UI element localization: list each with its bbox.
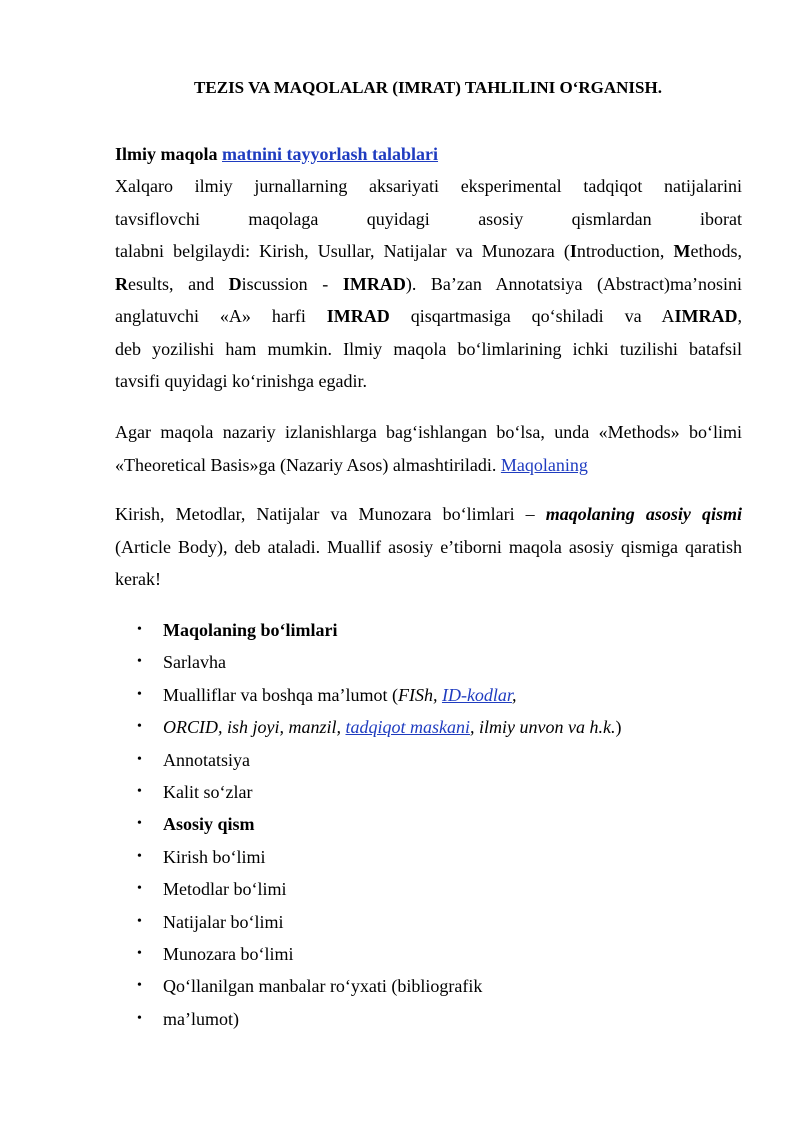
bullet-icon: •: [137, 751, 142, 767]
bullet-icon: •: [137, 1010, 142, 1026]
list-item: • Sarlavha: [115, 646, 742, 678]
bullet-icon: •: [137, 719, 142, 735]
heading-text: Ilmiy maqola: [115, 144, 223, 164]
id-codes-link[interactable]: ID-kodlar: [441, 684, 512, 705]
list-item: • Munozara bo‘limi: [115, 938, 742, 970]
requirements-link[interactable]: matnini tayyorlash talablari: [222, 144, 439, 164]
p3-line2: (Article Body), deb ataladi. Muallif asosiy e’tiborni maqola asosiy qismiga qaratish: [115, 536, 742, 557]
bullet-icon: •: [137, 654, 142, 670]
list-item: • Natijalar bo‘limi: [115, 906, 742, 938]
list-item: • Metodlar bo‘limi: [115, 873, 742, 905]
list-item: • Mualliflar va boshqa ma’lumot (FISh, ID-kodlar,: [115, 679, 742, 711]
list-item: • Qo‘llanilgan manbalar ro‘yxati (bibliografik: [115, 970, 742, 1002]
bullet-icon: •: [137, 848, 142, 864]
bullet-icon: •: [137, 783, 142, 799]
list-item: • Annotatsiya: [115, 744, 742, 776]
bullet-icon: •: [137, 913, 142, 929]
p1-line7: tavsifi quyidagi ko‘rinishga egadir.: [115, 371, 367, 391]
sections-list: [115, 614, 742, 1035]
p3-line3: kerak!: [115, 569, 161, 589]
p1-line4: Results, and Discussion - IMRAD). Ba’zan Annotatsiya (Abstract)ma’nosini: [115, 273, 742, 294]
p1-line3: talabni belgilaydi: Kirish, Usullar, Natijalar va Munozara (Introduction, Methods,: [115, 241, 742, 261]
document-title: TEZIS VA MAQOLALAR (IMRAT) TAHLILINI O‘RGANISH.: [194, 78, 662, 97]
paragraph-imrad: [115, 170, 742, 398]
p1-line2: tavsiflovchi maqolaga quyidagi asosiy qismlardan iborat: [115, 208, 742, 229]
bullet-icon: •: [137, 622, 142, 637]
p1-line5: anglatuvchi «A» harfi IMRAD qisqartmasiga qo‘shiladi va AIMRAD,: [115, 306, 743, 326]
bullet-icon: •: [137, 881, 142, 897]
p2-line1: Agar maqola nazariy izlanishlarga bag‘ishlangan bo‘lsa, unda «Methods» bo‘limi: [115, 422, 742, 442]
list-item: • Maqolaning bo‘limlari: [115, 614, 742, 646]
bullet-icon: •: [137, 945, 142, 961]
p1-line6: deb yozilishi ham mumkin. Ilmiy maqola bo‘limlarining ichki tuzilishi batafsil: [115, 338, 742, 359]
paragraph-theoretical: [115, 416, 742, 481]
section-heading: [115, 138, 742, 171]
bullet-icon: •: [137, 686, 142, 702]
list-item: • Kalit so‘zlar: [115, 776, 742, 808]
bullet-icon: •: [137, 816, 142, 832]
list-item: • ORCID, ish joyi, manzil, tadqiqot maskani, ilmiy unvon va h.k.): [115, 711, 742, 743]
bullet-icon: •: [137, 978, 142, 994]
research-place-link[interactable]: tadqiqot maskani: [345, 717, 470, 738]
p2-line2: «Theoretical Basis»ga (Nazariy Asos) almashtiriladi. Maqolaning: [115, 454, 588, 475]
paragraph-article-body: [115, 498, 742, 596]
list-item: • ma’lumot): [115, 1003, 742, 1035]
p3-line1: Kirish, Metodlar, Natijalar va Munozara bo‘limlari – maqolaning asosiy qismi: [115, 504, 742, 524]
list-item: • Asosiy qism: [115, 808, 742, 840]
p1-line1: Xalqaro ilmiy jurnallarning aksariyati eksperimental tadqiqot natijalarini: [115, 176, 742, 196]
maqolaning-link[interactable]: Maqolaning: [500, 454, 588, 475]
list-item: • Kirish bo‘limi: [115, 841, 742, 873]
